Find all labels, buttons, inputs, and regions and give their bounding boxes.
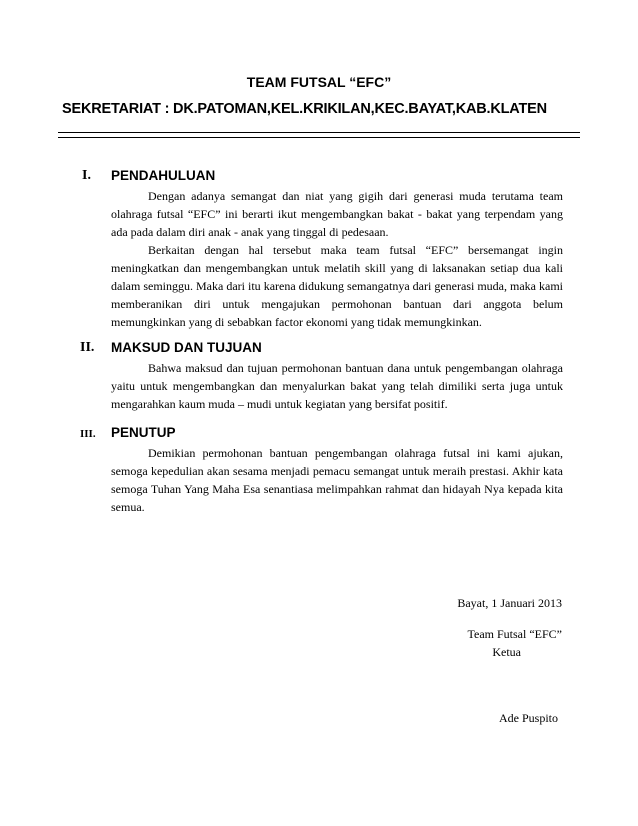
paragraph: Dengan adanya semangat dan niat yang gigih dari generasi muda terutama team olahraga futsal “EFC” ini berarti ikut mengembangkan bakat - bakat yang terpendam yang ada pada dalam diri anak - anak yang tinggal di pedesaan. bbox=[111, 189, 563, 239]
letterhead-title: TEAM FUTSAL “EFC” bbox=[246, 74, 392, 90]
paragraph: Bahwa maksud dan tujuan permohonan bantuan dana untuk pengembangan olahraga yaitu untuk mengembangkan dan menyalurkan bakat yang telah dimiliki serta juga untuk mengarahkan kaum muda – mudi untuk kegiatan yang bersifat positif. bbox=[111, 361, 563, 411]
signature-organization: Team Futsal “EFC” bbox=[467, 627, 562, 641]
section-number-2: II. bbox=[80, 340, 95, 355]
paragraph: Demikian permohonan bantuan pengembangan olahraga futsal ini kami ajukan, semoga kepedulian akan sesama menjadi pemacu semangat untuk meraih prestasi. Akhir kata semoga Tuhan Yang Maha Esa senantiasa melimpahkan rahmat dan hidayah Nya kepada kita semua. bbox=[111, 446, 563, 514]
section-heading-pendahuluan: PENDAHULUAN bbox=[111, 168, 216, 183]
letterhead-rule-thin bbox=[58, 137, 580, 138]
section-number-1: I. bbox=[82, 168, 91, 183]
letterhead-address: SEKRETARIAT : DK.PATOMAN,KEL.KRIKILAN,KEC.BAYAT,KAB.KLATEN bbox=[62, 101, 547, 117]
signature-position: Ketua bbox=[492, 645, 521, 659]
section-body-pendahuluan bbox=[111, 187, 563, 331]
section-body-penutup bbox=[111, 444, 563, 516]
section-heading-penutup: PENUTUP bbox=[111, 425, 176, 440]
section-body-maksud-dan-tujuan bbox=[111, 359, 563, 413]
letterhead-rule-thick bbox=[58, 132, 580, 133]
signature-place-date: Bayat, 1 Januari 2013 bbox=[457, 596, 562, 610]
section-number-3: III. bbox=[80, 428, 96, 440]
signature-name: Ade Puspito bbox=[498, 711, 558, 725]
section-heading-maksud-dan-tujuan: MAKSUD DAN TUJUAN bbox=[111, 340, 262, 355]
paragraph: Berkaitan dengan hal tersebut maka team futsal “EFC” bersemangat ingin meningkatkan dan mengembangkan untuk melatih skill yang di laksanakan setiap dua kali dalam seminggu. Maka dari itu karena didukung semangatnya dari generasi muda, maka kami memberanikan diri untuk mengajukan permohonan bantuan dari anggota belum memungkinkan yang di sebabkan factor ekonomi yang tidak memungkinkan. bbox=[111, 243, 563, 329]
